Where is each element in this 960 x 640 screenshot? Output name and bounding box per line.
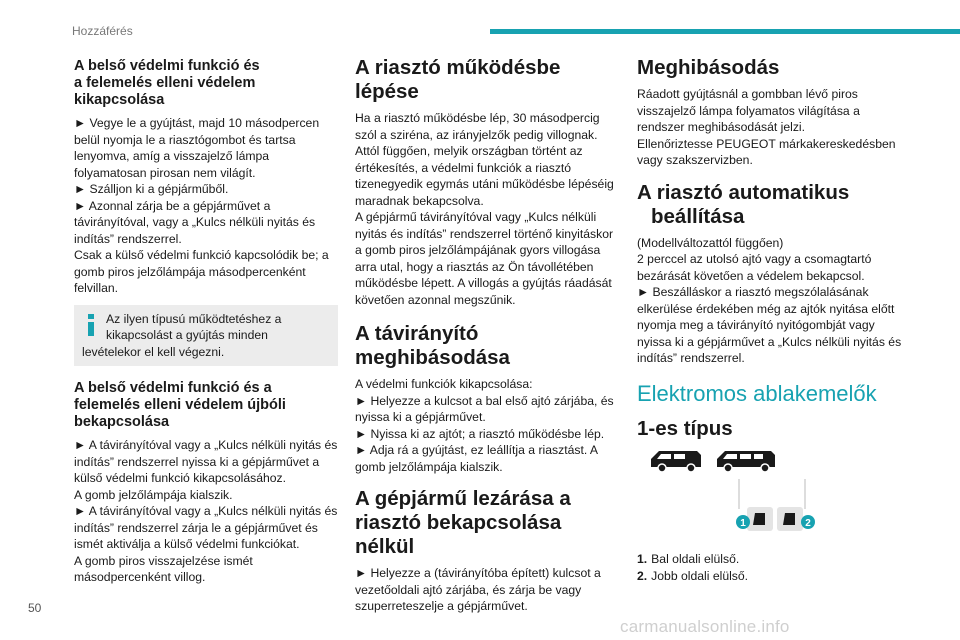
paragraph: Ha a riasztó működésbe lép, 30 másodpercig szól a sziréna, az irányjelzők pedig villognak. Attól függően, melyik országban történt az értékesítés, a védelmi funkciók a riasztó tizenegyedik egymás utáni működésbe lépéséig maradnak bekapcsolva. A gépjármű távirányítóval vagy „Kulcs nélküli nyitás és indítás” rendszerrel történő kinyitáskor a gomb piros jelzőlámpájának gyors villogása arra utal, hogy a riasztás az Ön távollétében működésbe lépett. A villogás a gyújtás ráadását követően azonnal megszűnik.	[355, 111, 614, 307]
section-label: Hozzáférés	[72, 24, 133, 38]
heading-auto-setting: A riasztó automatikus beállítása	[637, 180, 850, 228]
window-switch-diagram	[637, 477, 909, 537]
info-icon	[82, 314, 100, 336]
heading-alarm-triggered: A riasztó működésbe lépése	[355, 56, 561, 103]
heading-lock-without-alarm: A gépjármű lezárása a riasztó bekapcsolása nélkül	[355, 487, 571, 558]
heading-type-1: 1-es típus	[637, 416, 733, 440]
window-switch-icon	[637, 477, 817, 537]
heading-remote-failure: A távirányító meghibásodása	[355, 322, 510, 369]
heading-disable-internal: A belső védelmi funkció és a felemelés elleni védelem kikapcsolása	[74, 58, 260, 108]
paragraph: A védelmi funkciók kikapcsolása: ► Helyezze a kulcsot a bal első ajtó zárjába, és nyissa ki a gépjárművet. ► Nyissa ki az ajtót; a riasztó működésbe lép. ► Adja rá a gyújtást, ez leállítja a riasztást. A gomb jelzőlámpája kialszik.	[355, 377, 614, 474]
legend-list	[637, 551, 909, 585]
page-number: 50	[28, 601, 42, 615]
paragraph: Ráadott gyújtásnál a gombban lévő piros visszajelző lámpa folyamatos világítása a rendszer meghibásodását jelzi. Ellenőriztesse PEUGEOT márkakereskedésben vagy szakszervizben.	[637, 87, 896, 167]
van-long-icon	[713, 447, 779, 473]
section-title-power-windows: Elektromos ablakemelők	[637, 380, 877, 406]
header-accent-bar	[490, 29, 960, 34]
list-item: 1. Bal oldali elülső.	[637, 551, 740, 566]
column-2	[355, 52, 621, 623]
column-3	[637, 52, 909, 585]
van-short-icon	[647, 447, 705, 473]
paragraph: ► A távirányítóval vagy a „Kulcs nélküli nyitás és indítás” rendszerrel nyissa ki a gépjárművet a külső védelmi funkció kikapcsolásához. A gomb jelzőlámpája kialszik. ► A távirányítóval vagy a „Kulcs nélküli nyitás és indítás” rendszerrel zárja le a gépjárművet és ismét aktiválja a külső védelmi funkciókat. A gomb piros visszajelzése ismét másodpercenként villog.	[74, 438, 338, 584]
heading-reenable-internal: A belső védelmi funkció és a felemelés elleni védelem újbóli bekapcsolása	[74, 380, 286, 430]
heading-malfunction: Meghibásodás	[637, 56, 780, 79]
switch-badge-1: 1	[740, 517, 746, 529]
paragraph: ► Vegye le a gyújtást, majd 10 másodpercen belül nyomja le a riasztógombot és tartsa lenyomva, amíg a visszajelző lámpa folyamatosan pirosan nem világít. ► Szálljon ki a gépjárműből. ► Azonnal zárja be a gépjárművet a távirányítóval, vagy a „Kulcs nélküli nyitás és indítás” rendszerrel. Csak a külső védelmi funkció kapcsolódik be; a gomb piros jelzőlámpája másodpercenként felvillan.	[74, 116, 329, 295]
paragraph: ► Helyezze a (távirányítóba épített) kulcsot a vezetőoldali ajtó zárjába, és zárja be vagy szuperreteszelje a gépjárművet.	[355, 566, 601, 613]
column-1	[74, 52, 338, 594]
paragraph: (Modellváltozattól függően) 2 perccel az utolsó ajtó vagy a csomagtartó bezárását követően a védelem bekapcsol. ► Beszálláskor a riasztó megszólalásának elkerülése érdekében még az ajtók nyitása előtt nyomja meg a távirányító nyitógombját vagy nyissa ki a gépjárművet a „Kulcs nélküli nyitás és indítás” rendszerrel.	[637, 235, 902, 365]
list-item: 2. Jobb oldali elülső.	[637, 568, 749, 583]
info-box: Az ilyen típusú működtetéshez a kikapcsolást a gyújtás minden levételekor el kell végezni.	[74, 305, 338, 367]
vehicle-variants	[647, 447, 909, 473]
switch-badge-2: 2	[805, 517, 811, 529]
watermark: carmanualsonline.info	[620, 617, 790, 636]
